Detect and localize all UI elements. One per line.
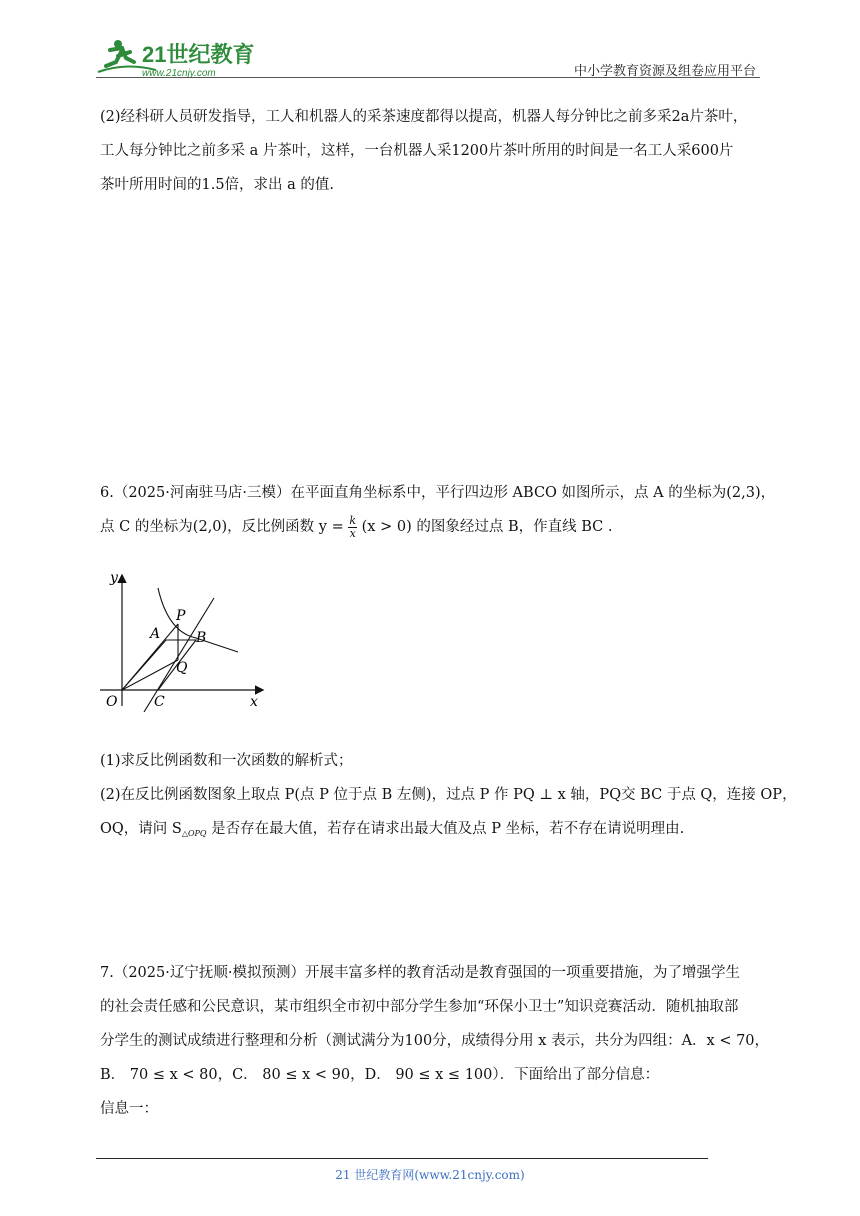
q6-line-2	[100, 510, 760, 544]
q5-line-1: (2)经科研人员研发指导，工人和机器人的采茶速度都得以提高，机器人每分钟比之前多采2a片茶叶，	[100, 109, 748, 125]
question-7	[100, 956, 770, 1126]
header-divider	[96, 77, 760, 78]
label-a: A	[150, 626, 161, 642]
label-x: x	[250, 694, 258, 710]
area-subscript: △OPQ	[181, 829, 207, 838]
fraction-denominator: x	[349, 526, 356, 540]
q6-sub-2-line-2	[100, 812, 760, 851]
logo-text: 21世纪教育	[142, 42, 255, 67]
label-c: C	[154, 694, 165, 710]
question-5-part-2	[100, 100, 760, 202]
logo-graphic	[96, 36, 266, 80]
coordinate-figure	[96, 568, 268, 712]
q6-sub-2-line-1: (2)在反比例函数图象上取点 P(点 P 位于点 B 左侧)，过点 P 作 PQ ⊥ x 轴，PQ交 BC 于点 Q，连接 OP，	[100, 787, 797, 803]
question-6-stem	[100, 476, 776, 544]
q7-line-5: 信息一：	[100, 1101, 158, 1117]
q6-sub-2-start: OQ，请问 S	[100, 821, 182, 837]
label-p: P	[176, 608, 186, 624]
q6-sub-1: (1)求反比例函数和一次函数的解析式；	[100, 753, 353, 769]
header-platform-text: 中小学教育资源及组卷应用平台	[573, 64, 756, 79]
fraction-k-over-x	[348, 515, 357, 540]
figure-svg	[96, 568, 268, 712]
q6-line-1: 6.（2025·河南驻马店·三模）在平面直角坐标系中，平行四边形 ABCO 如图所示，点 A 的坐标为(2,3)，	[100, 485, 776, 501]
footer-divider	[96, 1158, 708, 1159]
q6-line-2-start: 点 C 的坐标为(2,0)，反比例函数 y =	[100, 519, 344, 535]
question-6-subparts	[100, 744, 797, 851]
q7-line-3: 分学生的测试成绩进行整理和分析（测试满分为100分，成绩得分用 x 表示，共分为四组：A．x < 70，	[100, 1033, 770, 1049]
q5-line-2: 工人每分钟比之前多采 a 片茶叶，这样，一台机器人采1200片茶叶所用的时间是一名工人采600片	[100, 143, 734, 159]
footer-link[interactable]: 21 世纪教育网(www.21cnjy.com)	[335, 1168, 525, 1182]
label-o: O	[106, 694, 118, 710]
q6-sub-2-end: 是否存在最大值，若存在请求出最大值及点 P 坐标，若不存在请说明理由.	[206, 821, 685, 837]
q7-line-2: 的社会责任感和公民意识，某市组织全市初中部分学生参加“环保小卫士”知识竞赛活动．随机抽取部	[100, 999, 739, 1015]
logo-subtext: www.21cnjy.com	[142, 68, 216, 79]
q5-line-3: 茶叶所用时间的1.5倍，求出 a 的值.	[100, 177, 335, 193]
site-logo	[96, 36, 266, 80]
label-q: Q	[176, 660, 188, 676]
q7-line-1: 7.（2025·辽宁抚顺·模拟预测）开展丰富多样的教育活动是教育强国的一项重要措施，为了增强学生	[100, 965, 740, 981]
label-b: B	[196, 630, 207, 646]
q6-line-2-end: (x > 0) 的图象经过点 B，作直线 BC .	[361, 519, 613, 535]
fraction-numerator: k	[349, 513, 357, 527]
label-y: y	[110, 570, 118, 586]
q7-line-4: B． 70 ≤ x < 80，C． 80 ≤ x < 90，D． 90 ≤ x ≤ 100）．下面给出了部分信息：	[100, 1067, 660, 1083]
